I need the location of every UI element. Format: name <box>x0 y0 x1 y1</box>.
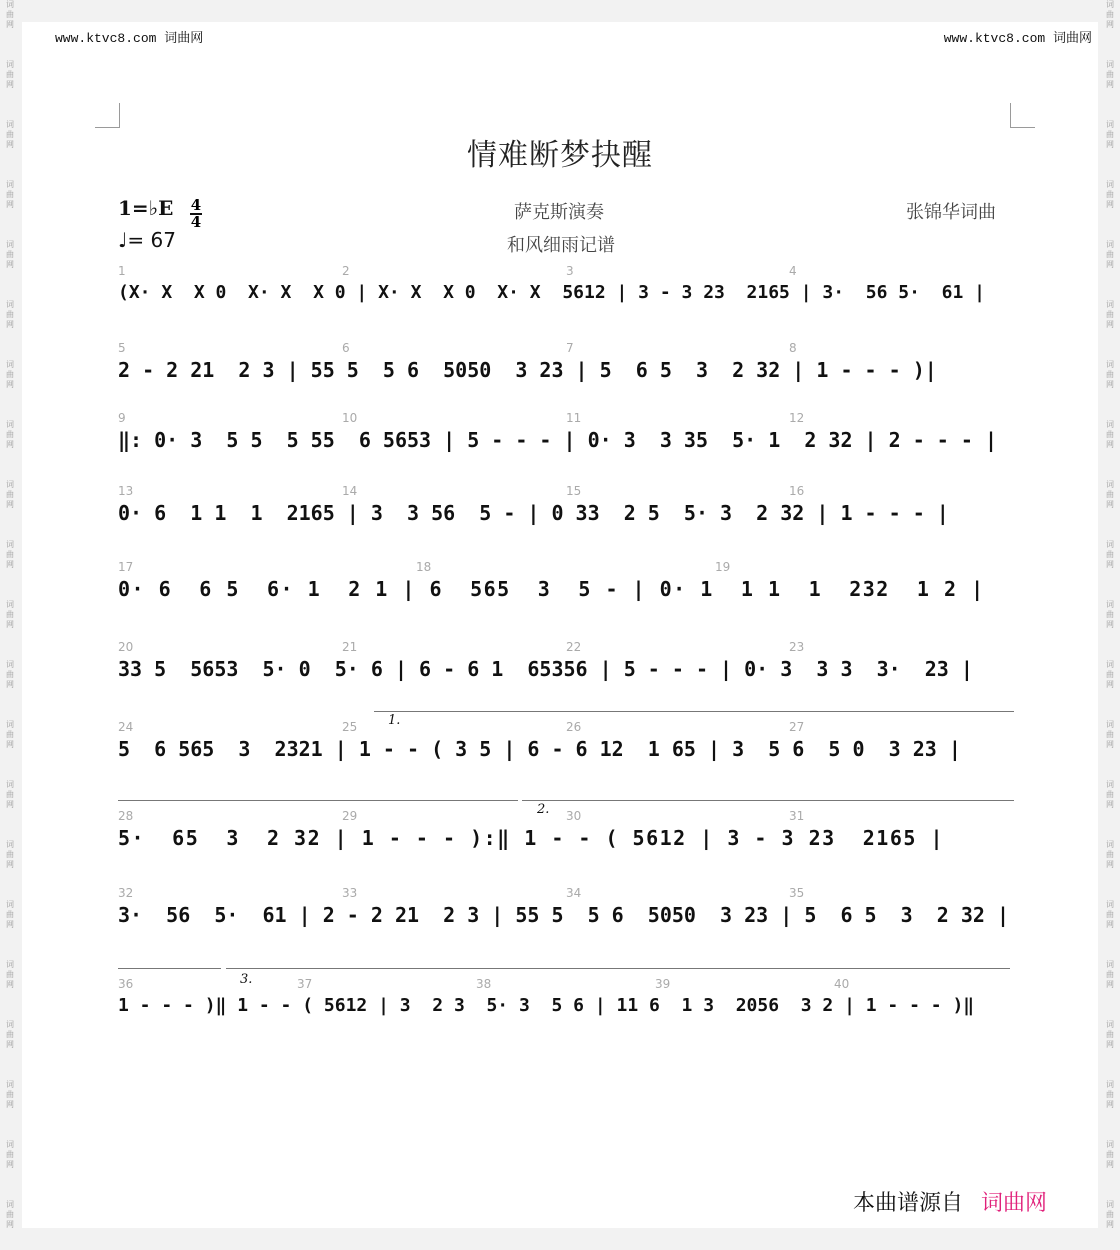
measure-number: 9 <box>118 411 126 425</box>
measure-number: 26 <box>566 720 582 734</box>
measure-number: 25 <box>342 720 358 734</box>
watermark-strip-right: 词 曲 网 词 曲 网 词 曲 网 词 曲 网 词 曲 网 词 曲 网 词 曲 网 词 曲 网 词 曲 网 词 曲 网 词 曲 网 词 曲 网 词 曲 网 词 曲 网 词 曲 网 词 曲 网 词 曲 网 词 曲 网 词 曲 网 词 曲 网 词 曲 网 <box>1106 0 1114 1229</box>
notation-row: (X· X X 0 X· X X 0 | X· X X 0 X· X 5612 | 3 - 3 23 2165 | 3· 56 5· 61 | <box>118 282 985 303</box>
measure-number: 12 <box>789 411 805 425</box>
measure-number: 14 <box>342 484 358 498</box>
site-header-left <box>55 27 203 46</box>
notation-row: 0· 6 6 5 6· 1 2 1 | 6 565 3 5 - | 0· 1 1 1 1 232 1 2 | <box>118 577 985 601</box>
notation-row: ‖: 0· 3 5 5 5 55 6 5653 | 5 - - - | 0· 3 3 35 5· 1 2 32 | 2 - - - | <box>118 428 997 452</box>
measure-number: 28 <box>118 809 134 823</box>
transcriber-label: 和风细雨记谱 <box>507 235 615 256</box>
tempo-marking: ♩= 67 <box>118 228 176 252</box>
notation-row: 2 - 2 21 2 3 | 55 5 5 6 5050 3 23 | 5 6 5 3 2 32 | 1 - - - )| <box>118 358 937 382</box>
measure-number: 16 <box>789 484 805 498</box>
measure-number: 27 <box>789 720 805 734</box>
measure-number: 17 <box>118 560 134 574</box>
measure-number: 37 <box>297 977 313 991</box>
measure-number: 32 <box>118 886 134 900</box>
measure-number: 19 <box>715 560 731 574</box>
site-header-right <box>944 27 1092 46</box>
composer-label: 张锦华词曲 <box>906 202 996 223</box>
measure-number: 3 <box>566 264 574 278</box>
ending-1-label: 1. <box>388 713 401 728</box>
measure-number: 1 <box>118 264 126 278</box>
notation-row: 5 6 565 3 2321 | 1 - - ( 3 5 | 6 - 6 12 1 65 | 3 5 6 5 0 3 23 | <box>118 737 961 761</box>
key-signature: 1=♭E <box>118 196 174 220</box>
site-url-right: www.ktvc8.com <box>943 31 1046 46</box>
measure-number: 36 <box>118 977 134 991</box>
measure-number: 24 <box>118 720 134 734</box>
watermark-strip-left: 词 曲 网 词 曲 网 词 曲 网 词 曲 网 词 曲 网 词 曲 网 词 曲 网 词 曲 网 词 曲 网 词 曲 网 词 曲 网 词 曲 网 词 曲 网 词 曲 网 词 曲 网 词 曲 网 词 曲 网 词 曲 网 词 曲 网 词 曲 网 词 曲 网 <box>6 0 14 1229</box>
ending-3-label: 3. <box>240 972 253 987</box>
measure-number: 6 <box>342 341 350 355</box>
measure-number: 11 <box>566 411 582 425</box>
crop-mark-left <box>95 103 120 128</box>
time-signature-top: 4 <box>190 196 202 214</box>
score-title: 情难断梦抉醒 <box>467 138 653 173</box>
footer-text: 本曲谱源自 <box>853 1191 964 1216</box>
measure-number: 29 <box>342 809 358 823</box>
notation-row: 5· 65 3 2 32 | 1 - - - ):‖ 1 - - ( 5612 | 3 - 3 23 2165 | <box>118 826 945 850</box>
site-brand-left: 词曲网 <box>164 31 204 46</box>
footer-source <box>853 1186 1047 1217</box>
measure-number: 7 <box>566 341 574 355</box>
measure-number: 13 <box>118 484 134 498</box>
ending-1-bracket-cont <box>118 800 518 801</box>
measure-number: 5 <box>118 341 126 355</box>
footer-brand: 词曲网 <box>981 1191 1048 1216</box>
notation-row: 1 - - - )‖ 1 - - ( 5612 | 3 2 3 5· 3 5 6 | 11 6 1 3 2056 3 2 | 1 - - - )‖ <box>118 995 975 1016</box>
site-url-left: www.ktvc8.com <box>55 31 157 46</box>
measure-number: 40 <box>834 977 850 991</box>
measure-number: 34 <box>566 886 582 900</box>
time-signature-bottom: 4 <box>190 213 202 231</box>
measure-number: 8 <box>789 341 797 355</box>
time-signature <box>190 198 202 230</box>
notation-row: 33 5 5653 5· 0 5· 6 | 6 - 6 1 65356 | 5 - - - | 0· 3 3 3 3· 23 | <box>118 657 973 681</box>
measure-number: 31 <box>789 809 805 823</box>
performer-label: 萨克斯演奏 <box>514 202 604 223</box>
ending-2-bracket-cont <box>118 968 221 969</box>
site-brand-right: 词曲网 <box>1052 31 1092 46</box>
ending-2-label: 2. <box>537 802 550 817</box>
measure-number: 20 <box>118 640 134 654</box>
measure-number: 2 <box>342 264 350 278</box>
measure-number: 21 <box>342 640 358 654</box>
measure-number: 39 <box>655 977 671 991</box>
measure-number: 4 <box>789 264 797 278</box>
measure-number: 30 <box>566 809 582 823</box>
ending-3-bracket <box>226 968 1010 969</box>
measure-number: 22 <box>566 640 582 654</box>
measure-number: 15 <box>566 484 582 498</box>
notation-row: 3· 56 5· 61 | 2 - 2 21 2 3 | 55 5 5 6 5050 3 23 | 5 6 5 3 2 32 | <box>118 903 1010 927</box>
ending-2-bracket <box>522 800 1014 801</box>
crop-mark-right <box>1010 103 1035 128</box>
measure-number: 33 <box>342 886 358 900</box>
notation-row: 0· 6 1 1 1 2165 | 3 3 56 5 - | 0 33 2 5 5· 3 2 32 | 1 - - - | <box>118 501 949 525</box>
measure-number: 10 <box>342 411 358 425</box>
measure-number: 35 <box>789 886 805 900</box>
measure-number: 38 <box>476 977 492 991</box>
measure-number: 23 <box>789 640 805 654</box>
measure-number: 18 <box>416 560 432 574</box>
ending-1-bracket <box>374 711 1014 712</box>
